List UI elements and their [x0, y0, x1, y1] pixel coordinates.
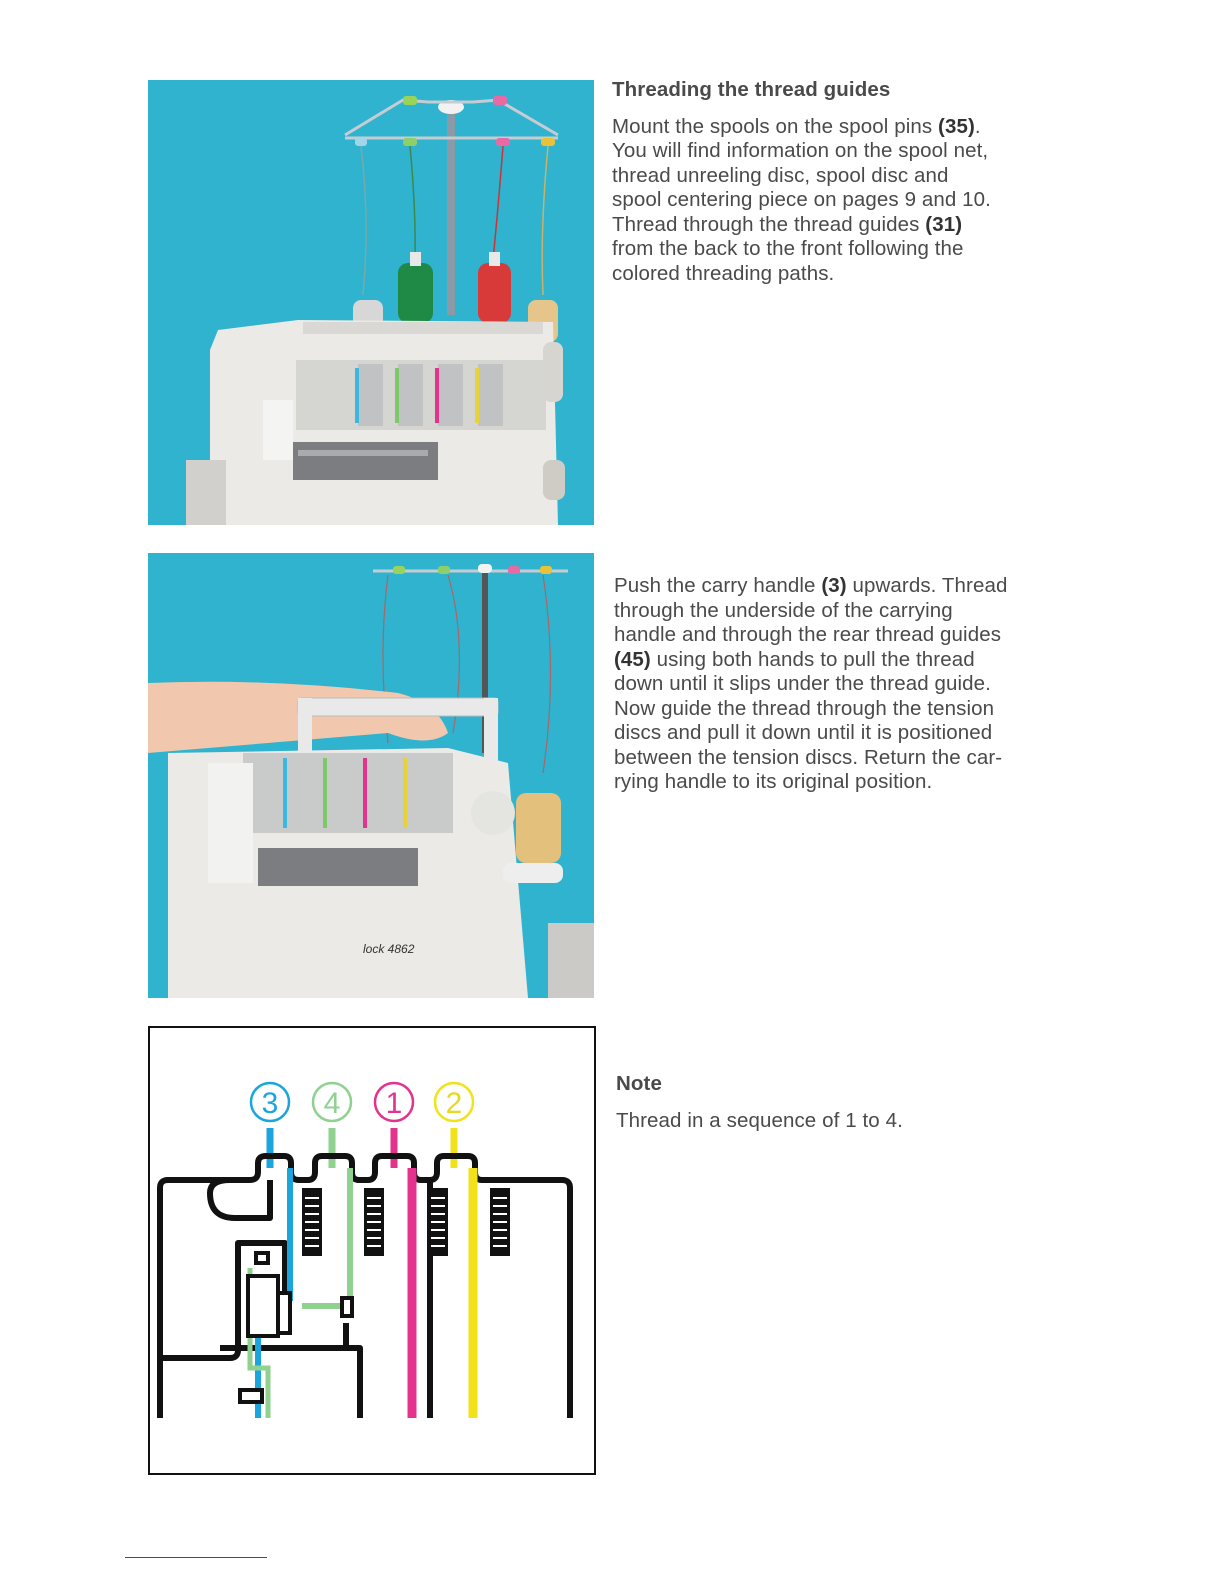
paragraph-line: Push the carry handle (3) upwards. Thread [614, 574, 1008, 597]
paragraph-line: Now guide the thread through the tension [614, 696, 995, 720]
note-block [616, 1072, 1086, 1133]
note-text: Thread in a sequence of 1 to 4. [616, 1108, 903, 1132]
thread-number-1 [375, 1083, 413, 1121]
paragraph-line: discs and pull it down until it is positioned [614, 721, 993, 744]
paragraph-line: handle and through the rear thread guides [614, 623, 1002, 646]
thread-number-2 [435, 1083, 473, 1121]
note-heading: Note [616, 1072, 662, 1095]
carry-handle-instructions [614, 574, 1084, 795]
threading-instructions [612, 78, 1082, 286]
section-heading: Threading the thread guides [612, 78, 891, 101]
paragraph-line: colored threading paths. [612, 261, 835, 285]
photo-spools-on-thread-stand [148, 80, 594, 525]
paragraph-line: spool centering piece on pages 9 and 10. [612, 188, 991, 211]
paragraph-line: (45) using both hands to pull the thread [614, 647, 975, 671]
model-label: lock 4862 [363, 942, 415, 956]
paragraph-line: Thread through the thread guides (31) [612, 212, 963, 236]
paragraph-line: You will find information on the spool net, [612, 139, 989, 162]
svg-text:2: 2 [445, 1087, 463, 1120]
thread-number-3 [251, 1083, 289, 1121]
footer-divider [125, 1557, 267, 1558]
paragraph-line: Mount the spools on the spool pins (35). [612, 114, 981, 138]
svg-text:1: 1 [385, 1087, 403, 1120]
svg-text:4: 4 [323, 1087, 341, 1120]
paragraph-line: through the underside of the carrying [614, 598, 953, 622]
paragraph-line: rying handle to its original position. [614, 770, 933, 793]
paragraph-line: down until it slips under the thread guide. [614, 672, 991, 695]
thread-number-4 [313, 1083, 351, 1121]
threading-sequence-diagram [148, 1026, 596, 1475]
paragraph-line: between the tension discs. Return the car- [614, 745, 1003, 769]
paragraph-line: from the back to the front following the [612, 237, 964, 260]
paragraph-line: thread unreeling disc, spool disc and [612, 163, 949, 187]
svg-text:3: 3 [261, 1087, 279, 1120]
photo-carry-handle-threading [148, 553, 594, 998]
